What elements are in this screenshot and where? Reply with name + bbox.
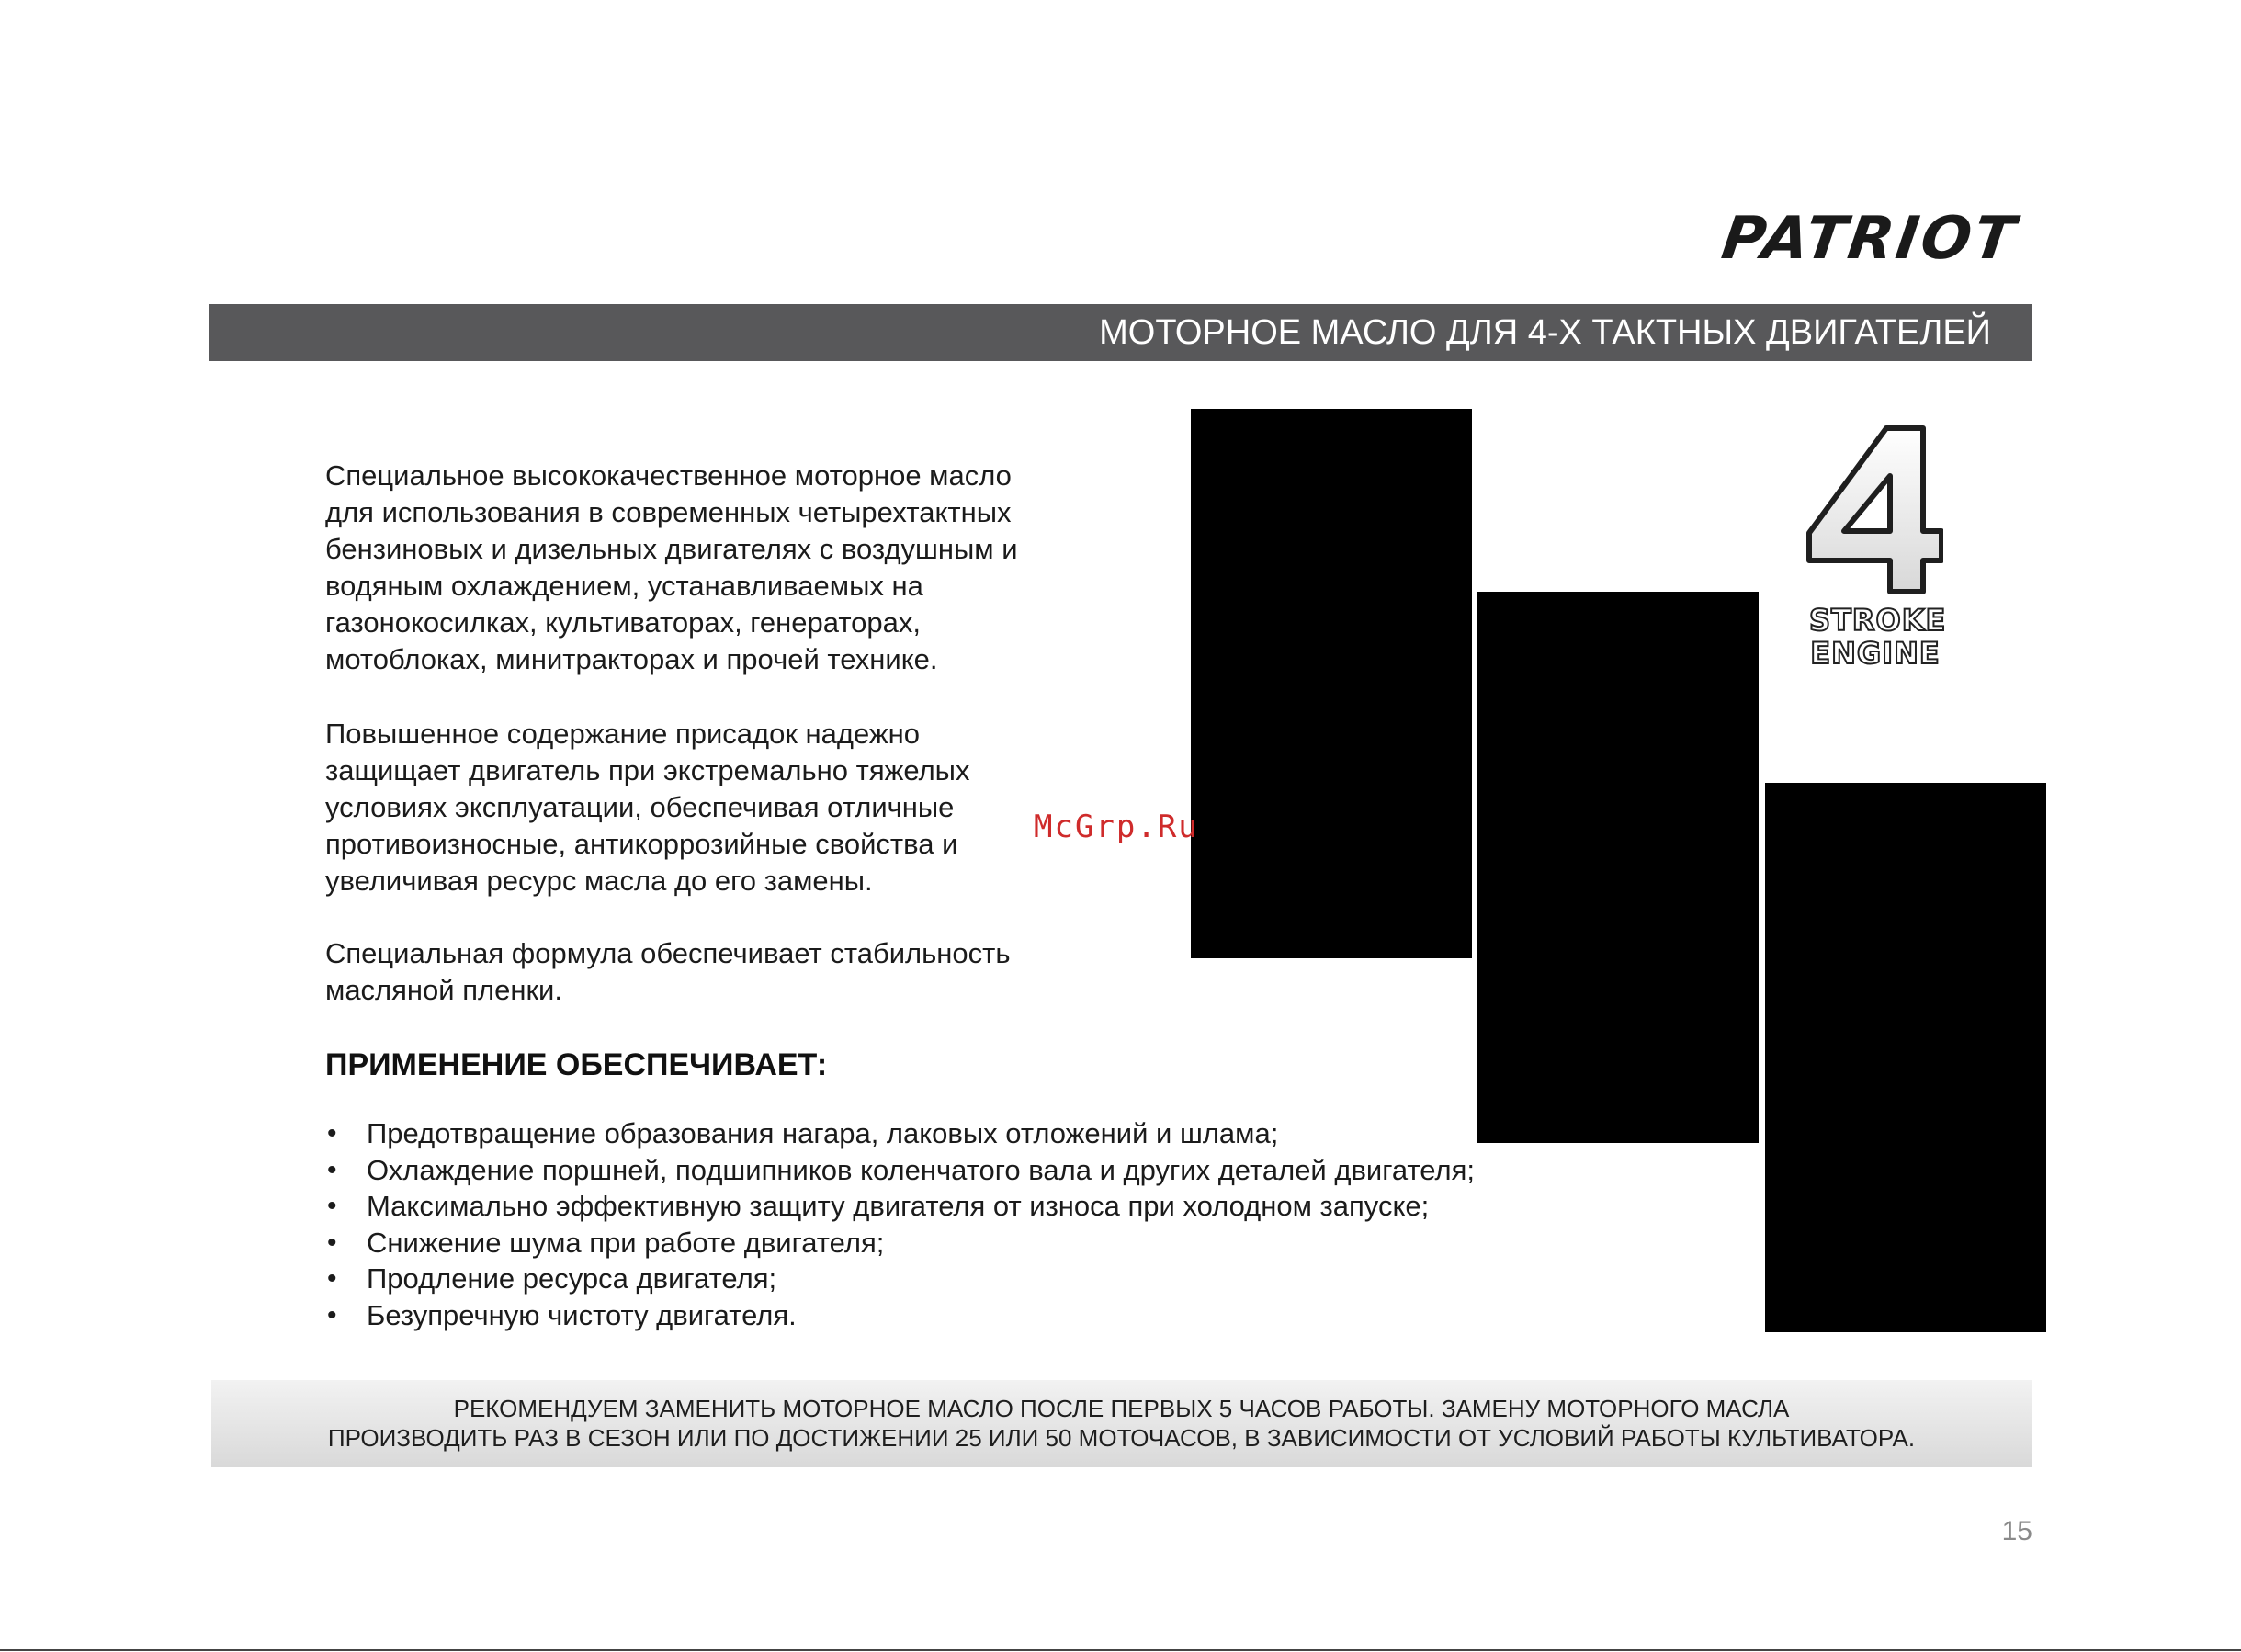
four-stroke-badge (1805, 423, 1947, 675)
paragraph-line: защищает двигатель при экстремально тяжелых (325, 754, 970, 786)
watermark-text: McGrp.Ru (1034, 809, 1199, 845)
recommendation-line-1: РЕКОМЕНДУЕМ ЗАМЕНИТЬ МОТОРНОЕ МАСЛО ПОСЛЕ ПЕРВЫХ 5 ЧАСОВ РАБОТЫ. ЗАМЕНУ МОТОРНОГО МАСЛА (453, 1395, 1790, 1422)
page-number: 15 (2001, 1516, 2032, 1546)
description-paragraph-3 (325, 935, 1079, 1009)
paragraph-line: Повышенное содержание присадок надежно (325, 718, 920, 750)
list-item: • Охлаждение поршней, подшипников коленчатого вала и других деталей двигателя; (325, 1152, 1475, 1189)
patriot-logo: PATRIOT (1717, 205, 2022, 273)
badge-stroke-text: STROKE (1809, 603, 1947, 638)
paragraph-line: Специальная формула обеспечивает стабильность (325, 937, 1011, 969)
paragraph-line: условиях эксплуатации, обеспечивая отличные (325, 791, 955, 823)
list-item: • Снижение шума при работе двигателя; (325, 1225, 1475, 1262)
description-paragraph-2 (325, 716, 1079, 900)
section-title-bar (209, 304, 2032, 361)
paragraph-line: для использования в современных четырехтактных (325, 496, 1012, 528)
paragraph-line: противоизносные, антикоррозийные свойства и (325, 828, 958, 860)
description-paragraph-1 (325, 458, 1079, 678)
badge-number-text: 4 (1805, 423, 1806, 424)
paragraph-line: мотоблоках, минитракторах и прочей технике. (325, 643, 938, 675)
list-item: • Безупречную чистоту двигателя. (325, 1297, 1475, 1334)
paragraph-line: водяным охлаждением, устанавливаемых на (325, 570, 923, 602)
application-heading: ПРИМЕНЕНИЕ ОБЕСПЕЧИВАЕТ: (325, 1047, 828, 1082)
product-image-2 (1477, 592, 1759, 1143)
paragraph-line: увеличивая ресурс масла до его замены. (325, 865, 873, 897)
recommendation-line-2: ПРОИЗВОДИТЬ РАЗ В СЕЗОН ИЛИ ПО ДОСТИЖЕНИИ 25 ИЛИ 50 МОТОЧАСОВ, В ЗАВИСИМОСТИ ОТ УСЛОВИЙ РАБОТЫ КУЛЬТИВАТОРА. (327, 1424, 1916, 1452)
bottom-divider (0, 1649, 2241, 1651)
application-list (325, 1115, 1475, 1333)
paragraph-line: масляной пленки. (325, 974, 562, 1006)
paragraph-line: газонокосилках, культиваторах, генераторах, (325, 606, 922, 639)
product-image-3 (1765, 783, 2046, 1332)
list-item: • Предотвращение образования нагара, лаковых отложений и шлама; (325, 1115, 1475, 1152)
paragraph-line: бензиновых и дизельных двигателях с воздушным и (325, 533, 1018, 565)
product-image-1 (1191, 409, 1472, 958)
badge-number-4 (1805, 423, 1943, 597)
list-item: • Продление ресурса двигателя; (325, 1261, 1475, 1297)
badge-engine-text: ENGINE (1810, 636, 1941, 671)
section-title: МОТОРНОЕ МАСЛО ДЛЯ 4-Х ТАКТНЫХ ДВИГАТЕЛЕЙ (1099, 313, 1991, 352)
recommendation-note (211, 1380, 2032, 1467)
list-item: • Максимально эффективную защиту двигателя от износа при холодном запуске; (325, 1188, 1475, 1225)
paragraph-line: Специальное высококачественное моторное масло (325, 459, 1012, 492)
